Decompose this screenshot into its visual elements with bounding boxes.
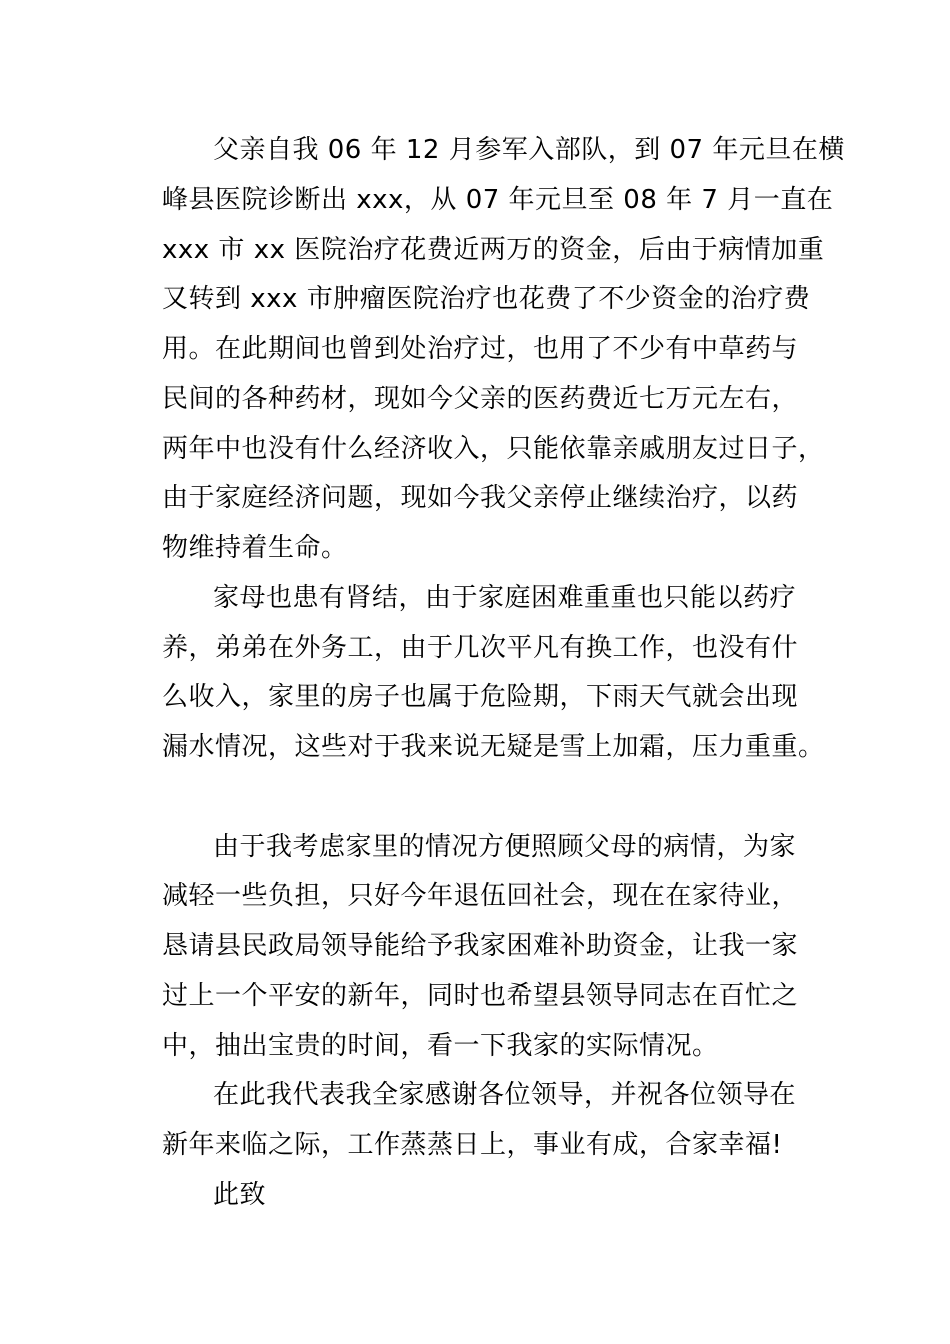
text-line: 用。在此期间也曾到处治疗过，也用了不少有中草药与 [162,334,799,364]
text-line: 峰县医院诊断出 xxx，从 07 年元旦至 08 年 7 月一直在 [162,185,834,215]
text-line: 由于我考虑家里的情况方便照顾父母的病情，为家 [213,832,797,862]
text-line: 家母也患有肾结，由于家庭困难重重也只能以药疗 [213,583,797,613]
text-line: 两年中也没有什么经济收入，只能依靠亲戚朋友过日子， [162,434,825,464]
text-line: 由于家庭经济问题，现如今我父亲停止继续治疗，以药 [162,483,799,513]
text-line: 中，抽出宝贵的时间，看一下我家的实际情况。 [162,1031,719,1061]
text-line: 在此我代表我全家感谢各位领导，并祝各位领导在 [213,1080,797,1110]
text-line: 物维持着生命。 [162,533,348,563]
text-line: 减轻一些负担，只好今年退伍回社会，现在在家待业， [162,881,799,911]
text-line: 恳请县民政局领导能给予我家困难补助资金，让我一家 [162,931,799,961]
text-line: 么收入，家里的房子也属于危险期，下雨天气就会出现 [162,682,799,712]
text-line: 过上一个平安的新年，同时也希望县领导同志在百忙之 [162,981,799,1011]
text-line: 民间的各种药材，现如今父亲的医药费近七万元左右， [162,384,799,414]
closing-salutation: 此致 [213,1180,267,1210]
text-line: 漏水情况，这些对于我来说无疑是雪上加霜，压力重重。 [162,732,825,762]
text-line: 新年来临之际，工作蒸蒸日上，事业有成，合家幸福! [162,1130,783,1160]
text-line: 又转到 xxx 市肿瘤医院治疗也花费了不少资金的治疗费 [162,284,811,314]
text-line: xxx 市 xx 医院治疗花费近两万的资金，后由于病情加重 [162,235,825,265]
text-line: 养，弟弟在外务工，由于几次平凡有换工作，也没有什 [162,633,799,663]
text-line: 父亲自我 06 年 12 月参军入部队，到 07 年元旦在横 [213,135,845,165]
